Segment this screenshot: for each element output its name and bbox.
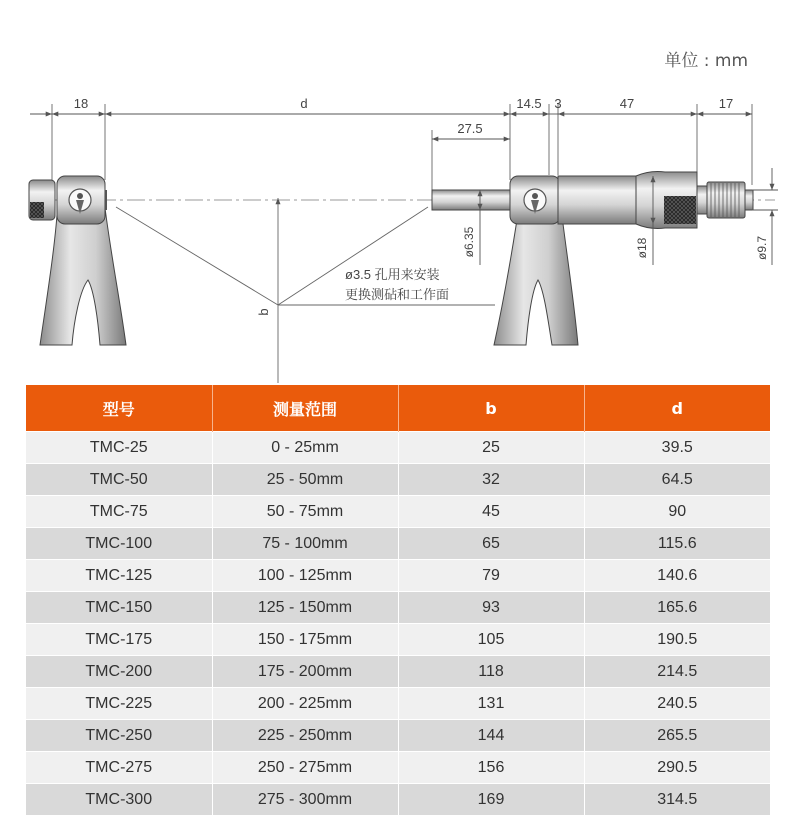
table-row — [26, 720, 770, 752]
header-b: b — [398, 385, 584, 432]
dia-18: ø18 — [635, 237, 649, 259]
dia-9-7: ø9.7 — [755, 235, 769, 261]
cell-range: 175 - 200mm — [212, 656, 398, 688]
note-line-1: ø3.5 孔用来安装 — [345, 267, 440, 282]
cell-model: TMC-225 — [26, 688, 212, 720]
cell-d: 265.5 — [584, 720, 770, 752]
note-line-2: 更换测砧和工作面 — [345, 287, 450, 302]
cell-b: 131 — [398, 688, 584, 720]
table-row — [26, 624, 770, 656]
header-model: 型号 — [26, 385, 212, 432]
dim-27-5: 27.5 — [457, 121, 483, 136]
table-row — [26, 528, 770, 560]
header-range: 测量范围 — [212, 385, 398, 432]
cell-b: 79 — [398, 560, 584, 592]
dim-b: b — [256, 308, 271, 316]
cell-range: 50 - 75mm — [212, 496, 398, 528]
cell-range: 150 - 175mm — [212, 624, 398, 656]
dim-d: d — [300, 96, 308, 111]
cell-range: 225 - 250mm — [212, 720, 398, 752]
table-row — [26, 784, 770, 816]
cell-range: 100 - 125mm — [212, 560, 398, 592]
table-row — [26, 656, 770, 688]
cell-model: TMC-150 — [26, 592, 212, 624]
table-row — [26, 592, 770, 624]
cell-model: TMC-250 — [26, 720, 212, 752]
top-dimension-line — [30, 114, 752, 139]
cell-d: 165.6 — [584, 592, 770, 624]
cell-b: 105 — [398, 624, 584, 656]
dim-17: 17 — [718, 96, 734, 111]
table-row — [26, 688, 770, 720]
header-d: d — [584, 385, 770, 432]
cell-b: 65 — [398, 528, 584, 560]
cell-d: 190.5 — [584, 624, 770, 656]
cell-d: 115.6 — [584, 528, 770, 560]
cell-range: 75 - 100mm — [212, 528, 398, 560]
left-frame — [29, 176, 126, 345]
cell-model: TMC-100 — [26, 528, 212, 560]
table-row — [26, 464, 770, 496]
dim-47: 47 — [619, 96, 635, 111]
cell-model: TMC-50 — [26, 464, 212, 496]
cell-range: 275 - 300mm — [212, 784, 398, 816]
cell-range: 0 - 25mm — [212, 432, 398, 464]
cell-b: 93 — [398, 592, 584, 624]
cell-model: TMC-75 — [26, 496, 212, 528]
dim-14-5: 14.5 — [516, 96, 542, 111]
table-header-row — [26, 385, 770, 432]
cell-b: 144 — [398, 720, 584, 752]
cell-model: TMC-25 — [26, 432, 212, 464]
cell-model: TMC-275 — [26, 752, 212, 784]
cell-range: 25 - 50mm — [212, 464, 398, 496]
dim-18: 18 — [73, 96, 89, 111]
cell-d: 140.6 — [584, 560, 770, 592]
micrometer-dimension-drawing — [0, 0, 790, 385]
cell-b: 25 — [398, 432, 584, 464]
cell-d: 240.5 — [584, 688, 770, 720]
cell-b: 156 — [398, 752, 584, 784]
cell-range: 125 - 150mm — [212, 592, 398, 624]
dia-6-35: ø6.35 — [462, 226, 476, 258]
table-body — [26, 432, 770, 816]
table-row — [26, 752, 770, 784]
cell-range: 200 - 225mm — [212, 688, 398, 720]
unit-label: 单位 : mm — [664, 51, 748, 71]
cell-model: TMC-125 — [26, 560, 212, 592]
cell-model: TMC-200 — [26, 656, 212, 688]
cell-b: 169 — [398, 784, 584, 816]
table-row — [26, 432, 770, 464]
cell-range: 250 - 275mm — [212, 752, 398, 784]
table-row — [26, 496, 770, 528]
cell-d: 214.5 — [584, 656, 770, 688]
cell-d: 39.5 — [584, 432, 770, 464]
cell-d: 290.5 — [584, 752, 770, 784]
cell-model: TMC-300 — [26, 784, 212, 816]
cell-d: 90 — [584, 496, 770, 528]
dim-3: 3 — [554, 96, 562, 111]
cell-d: 64.5 — [584, 464, 770, 496]
cell-model: TMC-175 — [26, 624, 212, 656]
spec-table — [26, 385, 770, 815]
cell-b: 32 — [398, 464, 584, 496]
cell-b: 45 — [398, 496, 584, 528]
cell-d: 314.5 — [584, 784, 770, 816]
cell-b: 118 — [398, 656, 584, 688]
table-row — [26, 560, 770, 592]
